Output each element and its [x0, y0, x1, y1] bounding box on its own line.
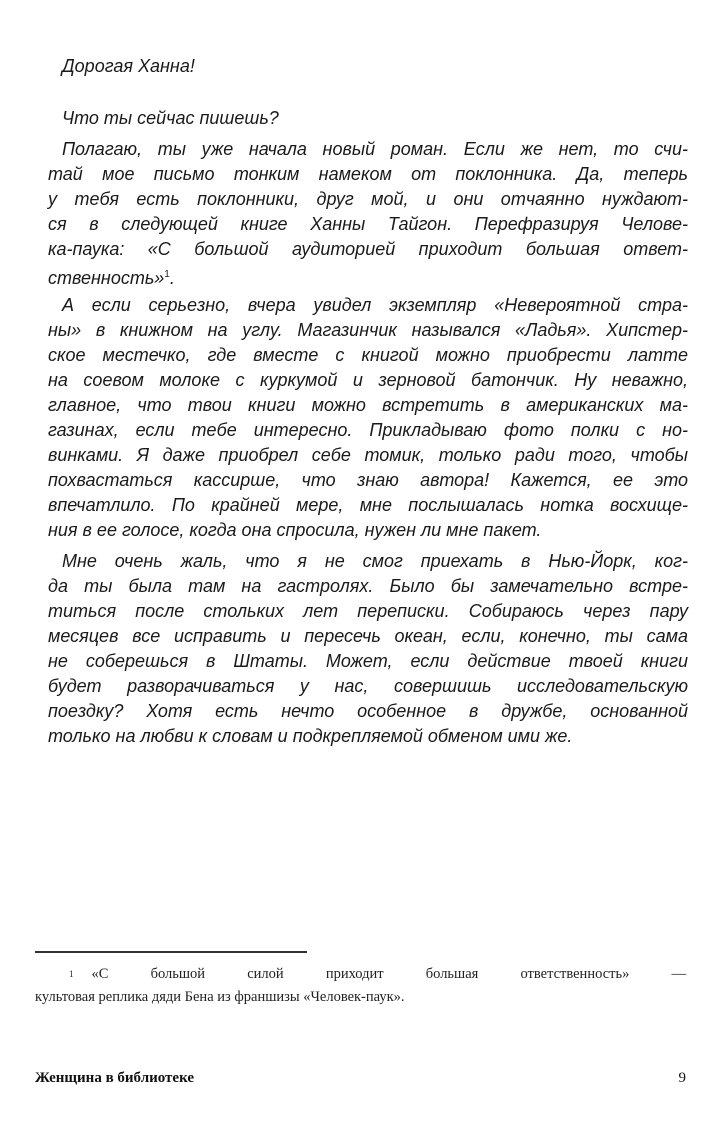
text-line: [48, 162, 688, 187]
footnote-text: культовая реплика дяди Бена из франшизы «Человек-паук».: [35, 989, 405, 1005]
text-line: [48, 293, 688, 318]
line-text: впечатлило. По крайней мере, мне послышалась нотка восхище-: [48, 495, 688, 515]
text-line: [48, 137, 688, 162]
footnote-text: «С большой силой приходит большая ответственность» —: [91, 966, 686, 982]
text-line: [48, 443, 688, 468]
line-text: газинах, если тебе интересно. Прикладываю фото полки с но-: [48, 420, 688, 440]
line-text: ское местечко, где вместе с книгой можно приобрести латте: [48, 345, 688, 365]
text-line: [48, 468, 688, 493]
line-text: Что ты сейчас пишешь?: [62, 108, 279, 128]
text-line: [48, 674, 688, 699]
text-line: [48, 368, 688, 393]
text-line: [48, 574, 688, 599]
text-line: [48, 649, 688, 674]
text-line: [48, 599, 688, 624]
footnote-line: [35, 963, 686, 986]
text-line: [48, 518, 688, 543]
line-text: только на любви к словам и подкрепляемой обменом ими же.: [48, 726, 573, 746]
letter-salutation: Дорогая Ханна!: [62, 56, 195, 76]
line-text: ся в следующей книге Ханны Тайгон. Перефразируя Челове-: [48, 214, 688, 234]
letter-paragraph: [48, 293, 688, 543]
footnote-divider: [35, 951, 307, 953]
text-line: [48, 237, 688, 262]
line-text: ны» в книжном на углу. Магазинчик назывался «Ладья». Хипстер-: [48, 320, 688, 340]
line-text: да ты была там на гастролях. Было бы замечательно встре-: [48, 576, 688, 596]
line-text: у тебя есть поклонники, друг мой, и они отчаянно нуждают-: [48, 189, 688, 209]
letter-paragraph: [48, 137, 688, 287]
text-line: [48, 106, 688, 131]
line-text: ния в ее голосе, когда она спросила, нужен ли мне пакет.: [48, 520, 542, 540]
text-line: [48, 187, 688, 212]
text-line: [48, 318, 688, 343]
footnote-line: [35, 986, 686, 1009]
line-text: титься после стольких лет переписки. Собираюсь через пару: [48, 601, 688, 621]
line-text: главное, что твои книги можно встретить в американских ма-: [48, 395, 688, 415]
text-line: [48, 393, 688, 418]
footnote-reference[interactable]: 1: [164, 269, 170, 280]
text-line: [48, 549, 688, 574]
line-text: похвастаться кассирше, что знаю автора! Кажется, ее это: [48, 470, 688, 490]
text-line: [48, 418, 688, 443]
text-line: ственность»$^1$.: [48, 268, 175, 288]
line-text: ственность»: [48, 268, 165, 288]
text-line: [48, 624, 688, 649]
line-text: ка-паука: «С большой аудиторией приходит большая ответ-: [48, 239, 688, 259]
line-text: А если серьезно, вчера увидел экземпляр «Невероятной стра-: [62, 295, 688, 315]
letter-paragraph: [48, 106, 688, 131]
page-footer: [35, 1070, 686, 1087]
text-line: [48, 699, 688, 724]
line-text: Мне очень жаль, что я не смог приехать в Нью-Йорк, ког-: [62, 551, 688, 571]
line-text: тай мое письмо тонким намеком от поклонника. Да, теперь: [48, 164, 688, 184]
footnote: [35, 963, 686, 1009]
running-title: Женщина в библиотеке: [35, 1070, 195, 1086]
line-text: поездку? Хотя есть нечто особенное в дружбе, основанной: [48, 701, 688, 721]
line-text: будет разворачиваться у нас, совершишь исследовательскую: [48, 676, 688, 696]
line-text: Полагаю, ты уже начала новый роман. Если же нет, то счи-: [62, 139, 688, 159]
page-number: 9: [678, 1070, 686, 1086]
line-text: винками. Я даже приобрел себе томик, только ради того, чтобы: [48, 445, 688, 465]
footnote-marker: 1: [69, 969, 74, 979]
line-text: месяцев все исправить и пересечь океан, если, конечно, ты сама: [48, 626, 688, 646]
line-text: на соевом молоке с куркумой и зерновой батончик. Ну неважно,: [48, 370, 688, 390]
text-line: [48, 724, 688, 749]
text-line: [48, 212, 688, 237]
text-line: [48, 493, 688, 518]
text-line: [48, 343, 688, 368]
letter-body: [48, 106, 688, 749]
letter-paragraph: [48, 549, 688, 749]
line-text: не соберешься в Штаты. Может, если действие твоей книги: [48, 651, 688, 671]
